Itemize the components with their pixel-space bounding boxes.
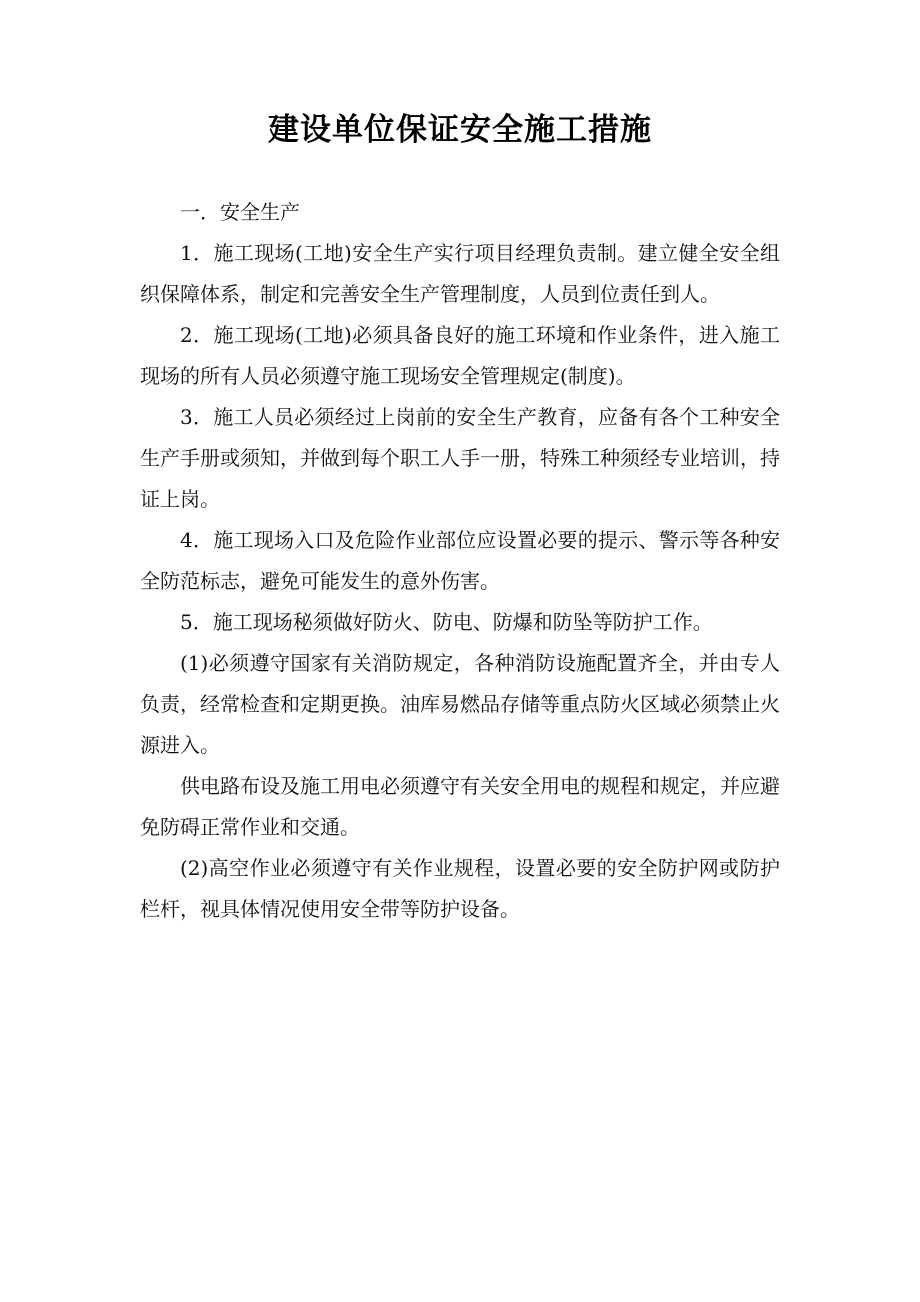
paragraph-7: 供电路布设及施工用电必须遵守有关安全用电的规程和规定，并应避免防碍正常作业和交通。 xyxy=(140,774,780,839)
paragraph-2: 2．施工现场(工地)必须具备良好的施工环境和作业条件，进入施工现场的所有人员必须遵守施工现场安全管理规定(制度)。 xyxy=(140,323,780,388)
section-heading: 一．安全生产 xyxy=(180,200,300,224)
paragraph-8: (2)高空作业必须遵守有关作业规程，设置必要的安全防护网或防护栏杆，视具体情况使用安全带等防护设备。 xyxy=(140,856,780,921)
paragraph-3: 3．施工人员必须经过上岗前的安全生产教育，应备有各个工种安全生产手册或须知，并做到每个职工人手一册，特殊工种须经专业培训，持证上岗。 xyxy=(140,405,780,511)
paragraph-6: (1)必须遵守国家有关消防规定，各种消防设施配置齐全，并由专人负责，经常检查和定期更换。油库易燃品存储等重点防火区域必须禁止火源进入。 xyxy=(140,651,780,757)
document-title: 建设单位保证安全施工措施 xyxy=(268,112,652,148)
paragraph-4: 4．施工现场入口及危险作业部位应设置必要的提示、警示等各种安全防范标志，避免可能发生的意外伤害。 xyxy=(140,528,780,593)
paragraph-1: 1．施工现场(工地)安全生产实行项目经理负责制。建立健全安全组织保障体系，制定和完善安全生产管理制度，人员到位责任到人。 xyxy=(140,241,780,306)
paragraph-5: 5．施工现场秘须做好防火、防电、防爆和防坠等防护工作。 xyxy=(180,610,713,634)
document-body xyxy=(140,192,780,930)
